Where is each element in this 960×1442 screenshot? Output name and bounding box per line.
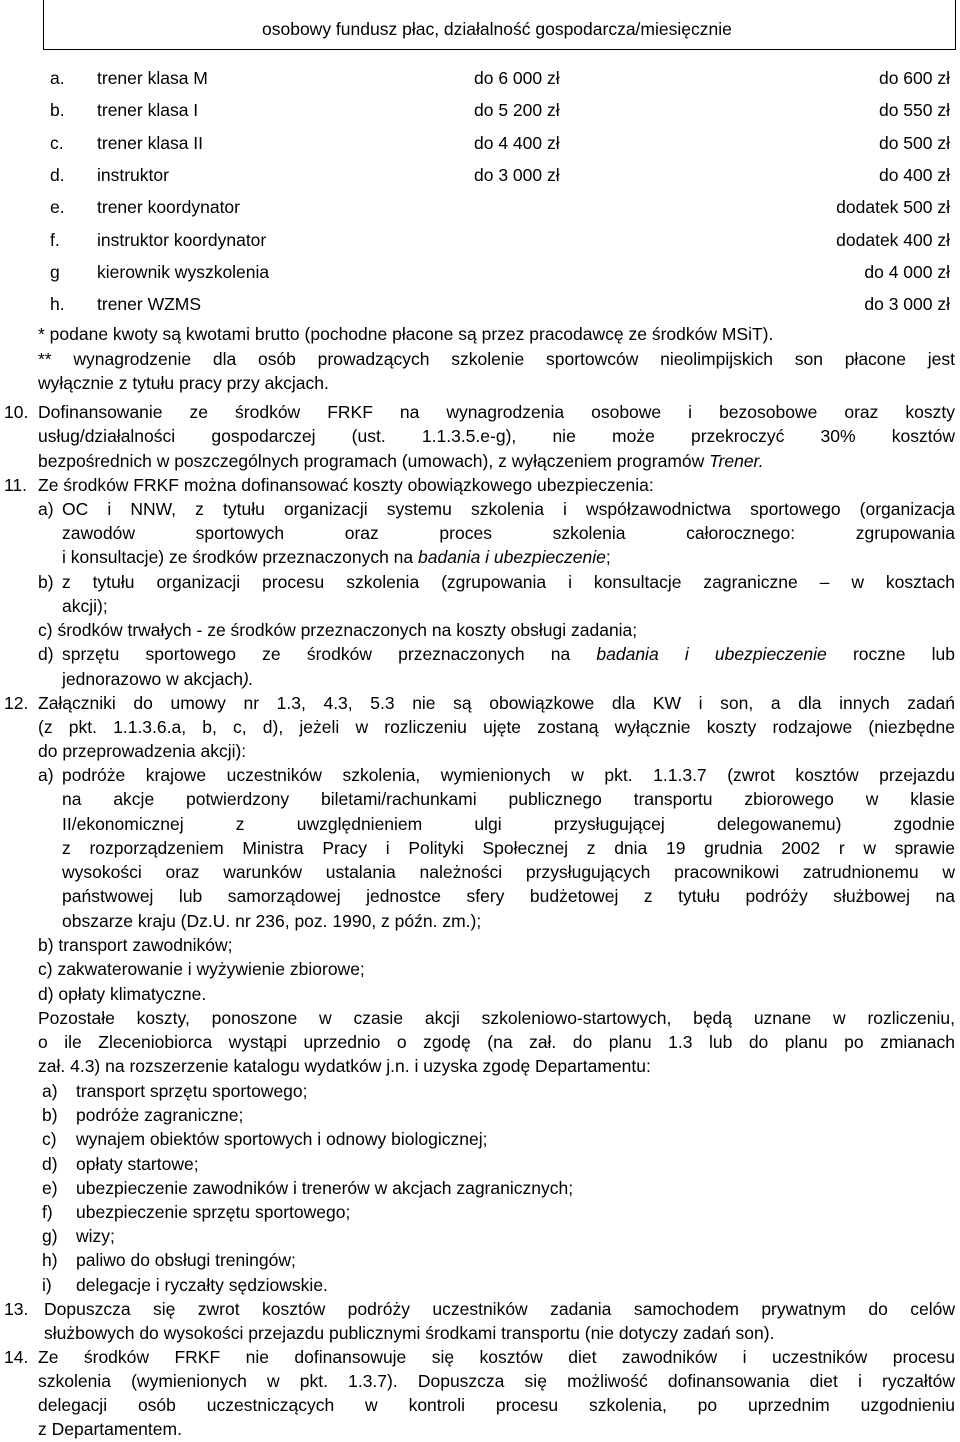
item-12a-text xyxy=(62,763,955,933)
item-11d-line2-end: ). xyxy=(242,669,254,689)
list-item-letter: a) xyxy=(42,1081,58,1101)
paragraph-10-line1: Dofinansowanie ze środków FRKF na wynagrodzenia osobowe i bezosobowe oraz koszty xyxy=(38,402,955,422)
item-12a-line: z rozporządzeniem Ministra Pracy i Polityki Społecznej z dnia 19 grudnia 2002 r w sprawie xyxy=(62,837,955,858)
paragraph-11-number: 11. xyxy=(4,475,28,495)
item-11a-line2: zawodów sportowych oraz proces szkolenia całorocznego: zgrupowania xyxy=(62,523,955,543)
item-11b-line1: z tytułu organizacji procesu szkolenia (zgrupowania i konsultacje zagraniczne – w kosztach xyxy=(62,572,955,592)
table-header: osobowy fundusz płac, działalność gospodarcza/miesięcznie xyxy=(262,19,732,39)
row-bonus: dodatek 400 zł xyxy=(836,229,950,250)
row-letter: d. xyxy=(50,164,65,185)
row-letter: e. xyxy=(50,197,65,218)
paragraph-14-line1: Ze środków FRKF nie dofinansowuje się kosztów diet zawodników i uczestników procesu xyxy=(38,1347,955,1367)
paragraph-13-number: 13. xyxy=(4,1299,29,1319)
row-bonus: do 400 zł xyxy=(878,164,950,185)
item-12a-line: wysokości oraz warunków ustalania należności przysługujących pracownikowi zatrudnionemu w xyxy=(62,862,955,883)
item-11a-line1: OC i NNW, z tytułu organizacji systemu szkolenia i współzawodnictwa sportowego (organizacja xyxy=(62,499,955,519)
list-item-letter: d) xyxy=(42,1153,58,1174)
paragraph-14-line3: delegacji osób uczestniczących w kontroli procesu szkolenia, po uprzednim uzgodnieniu xyxy=(38,1395,955,1415)
item-11d-line2 xyxy=(62,667,254,691)
item-12a-line: II/ekonomicznej z uwzględnieniem ulgi przysługującej delegowanemu) zgodnie xyxy=(62,813,955,834)
row-salary: do 5 200 zł xyxy=(474,100,560,121)
paragraph-12-line3: do przeprowadzenia akcji): xyxy=(38,741,247,761)
row-name: trener klasa I xyxy=(97,100,199,121)
list-item-letter: b) xyxy=(42,1105,58,1126)
table-row xyxy=(0,98,960,122)
table-row xyxy=(0,228,960,252)
table-header-box xyxy=(43,0,956,50)
item-12d: d) opłaty klimatyczne. xyxy=(38,984,207,1004)
item-11a-letter: a) xyxy=(38,499,54,519)
paragraph-13-line1: Dopuszcza się zwrot kosztów podróży uczestników zadania samochodem prywatnym do celów xyxy=(44,1299,955,1319)
row-name: trener klasa II xyxy=(97,132,204,153)
row-letter: b. xyxy=(50,100,65,121)
table-row xyxy=(0,66,960,90)
item-11a-line3-text: i konsultacje) ze środków przeznaczonych na xyxy=(62,547,414,567)
row-salary: do 3 000 zł xyxy=(474,164,560,185)
row-salary: do 6 000 zł xyxy=(474,68,560,88)
table-row xyxy=(0,195,960,219)
row-name: instruktor koordynator xyxy=(97,229,267,250)
list-item-letter: i) xyxy=(42,1274,52,1295)
paragraph-12-line1: Załączniki do umowy nr 1.3, 4.3, 5.3 nie są obowiązkowe dla KW i son, a dla innych zadań xyxy=(38,693,955,713)
table-row xyxy=(0,292,960,316)
row-bonus: do 3 000 zł xyxy=(864,294,950,315)
row-letter: f. xyxy=(50,229,60,250)
paragraph-11-intro: Ze środków FRKF można dofinansować koszty obowiązkowego ubezpieczenia: xyxy=(38,475,654,495)
list-item-letter: h) xyxy=(42,1250,58,1271)
list-item: delegacje i ryczałty sędziowskie. xyxy=(76,1274,328,1295)
list-item-letter: g) xyxy=(42,1226,58,1247)
paragraph-10-italic: Trener. xyxy=(709,451,764,471)
row-bonus: do 4 000 zł xyxy=(864,261,950,282)
list-item: ubezpieczenie zawodników i trenerów w akcjach zagranicznych; xyxy=(76,1177,574,1198)
item-12c: c) zakwaterowanie i wyżywienie zbiorowe; xyxy=(38,959,365,979)
item-12a-line: państwowej lub samorządowej jednostce sfery budżetowej z tytułu podróży służbowej na xyxy=(62,886,955,907)
item-11c: c) środków trwałych - ze środków przeznaczonych na koszty obsługi zadania; xyxy=(38,620,638,640)
paragraph-14-line2: szkolenia (wymienionych w pkt. 1.3.7). Dopuszcza się możliwość dofinansowania diet i ryczałtów xyxy=(38,1371,955,1391)
paragraph-13-line2: służbowych do wysokości przejazdu publicznymi środkami transportu (nie dotyczy zadań son). xyxy=(44,1323,775,1343)
item-12a-letter: a) xyxy=(38,765,54,785)
list-item: wynajem obiektów sportowych i odnowy biologicznej; xyxy=(76,1129,488,1150)
row-letter: g xyxy=(50,261,60,282)
list-item: ubezpieczenie sprzętu sportowego; xyxy=(76,1202,351,1222)
item-11a-italic: badania i ubezpieczenie xyxy=(418,547,606,567)
list-item: podróże zagraniczne; xyxy=(76,1105,244,1126)
paragraph-14-line4: z Departamentem. xyxy=(38,1419,182,1439)
list-item: transport sprzętu sportowego; xyxy=(76,1081,308,1101)
list-item-letter: c) xyxy=(42,1129,57,1150)
item-11d-letter: d) xyxy=(38,644,54,664)
note-2-line1: ** wynagrodzenie dla osób prowadzących szkolenie sportowców nieolimpijskich son płacone jest xyxy=(38,349,955,369)
item-11b-line2: akcji); xyxy=(62,596,108,616)
paragraph-10-number: 10. xyxy=(4,402,29,422)
paragraph-12-number: 12. xyxy=(4,693,29,713)
item-11d-line2-text: jednorazowo w akcjach xyxy=(62,669,243,689)
item-11d-text-b: roczne lub xyxy=(852,644,955,664)
item-11a-line3 xyxy=(62,545,611,569)
row-bonus: do 600 zł xyxy=(878,68,950,88)
row-salary: do 4 400 zł xyxy=(474,132,560,153)
row-name: trener klasa M xyxy=(97,68,208,88)
note-1: * podane kwoty są kwotami brutto (pochodne płacone są przez pracodawcę ze środków MSiT). xyxy=(38,324,774,344)
paragraph-10-line3 xyxy=(38,449,764,473)
list-item: wizy; xyxy=(76,1226,115,1247)
item-11d-italic: badania i ubezpieczenie xyxy=(596,644,827,664)
row-bonus: dodatek 500 zł xyxy=(836,197,950,218)
note-2-line2: wyłącznie z tytułu pracy przy akcjach. xyxy=(38,373,329,393)
item-12a-line: na akcje potwierdzony biletami/rachunkami publicznego transportu zbiorowego w klasie xyxy=(62,789,955,810)
paragraph-10-line2: usług/działalności gospodarczej (ust. 1.1.3.5.e-g), nie może przekroczyć 30% kosztów xyxy=(38,426,955,446)
item-11a-end: ; xyxy=(605,547,611,567)
paragraph-12-line2: (z pkt. 1.1.3.6.a, b, c, d), jeżeli w rozliczeniu ujęte zostaną wyłącznie koszty rodzajowe (niezbędne xyxy=(38,717,955,737)
list-item-letter: f) xyxy=(42,1202,53,1222)
paragraph-10-line3-text: bezpośrednich w poszczególnych programach (umowach), z wyłączeniem programów xyxy=(38,451,705,471)
item-12b: b) transport zawodników; xyxy=(38,935,233,955)
item-11d-text-a: sprzętu sportowego ze środków przeznaczonych na xyxy=(62,644,571,664)
paragraph-14-number: 14. xyxy=(4,1347,29,1367)
item-11d-line1 xyxy=(62,642,955,666)
table-row xyxy=(0,131,960,155)
row-name: trener koordynator xyxy=(97,197,240,218)
item-12a-line: podróże krajowe uczestników szkolenia, wymienionych w pkt. 1.1.3.7 (zwrot kosztów przejazdu xyxy=(62,765,955,785)
row-letter: a. xyxy=(50,68,65,88)
row-name: kierownik wyszkolenia xyxy=(97,261,270,282)
other-costs-line1: Pozostałe koszty, ponoszone w czasie akcji szkoleniowo-startowych, będą uznane w rozliczeniu, xyxy=(38,1008,955,1028)
other-costs-line2: o ile Zleceniobiorca wystąpi uprzednio o zgodę (na zał. do planu 1.3 lub do planu po zmianach xyxy=(38,1032,955,1052)
other-costs-line3: zał. 4.3) na rozszerzenie katalogu wydatków j.n. i uzyska zgodę Departamentu: xyxy=(38,1056,651,1076)
row-letter: c. xyxy=(50,132,64,153)
table-row xyxy=(0,260,960,284)
row-name: trener WZMS xyxy=(97,294,202,315)
row-bonus: do 500 zł xyxy=(878,132,950,153)
list-item: paliwo do obsługi treningów; xyxy=(76,1250,296,1271)
row-letter: h. xyxy=(50,294,65,315)
row-name: instruktor xyxy=(97,164,169,185)
row-bonus: do 550 zł xyxy=(878,100,950,121)
item-11b-letter: b) xyxy=(38,572,54,592)
table-row xyxy=(0,163,960,187)
list-item-letter: e) xyxy=(42,1177,58,1198)
item-12a-line: obszarze kraju (Dz.U. nr 236, poz. 1990, z późn. zm.); xyxy=(62,910,482,931)
list-item: opłaty startowe; xyxy=(76,1153,199,1174)
